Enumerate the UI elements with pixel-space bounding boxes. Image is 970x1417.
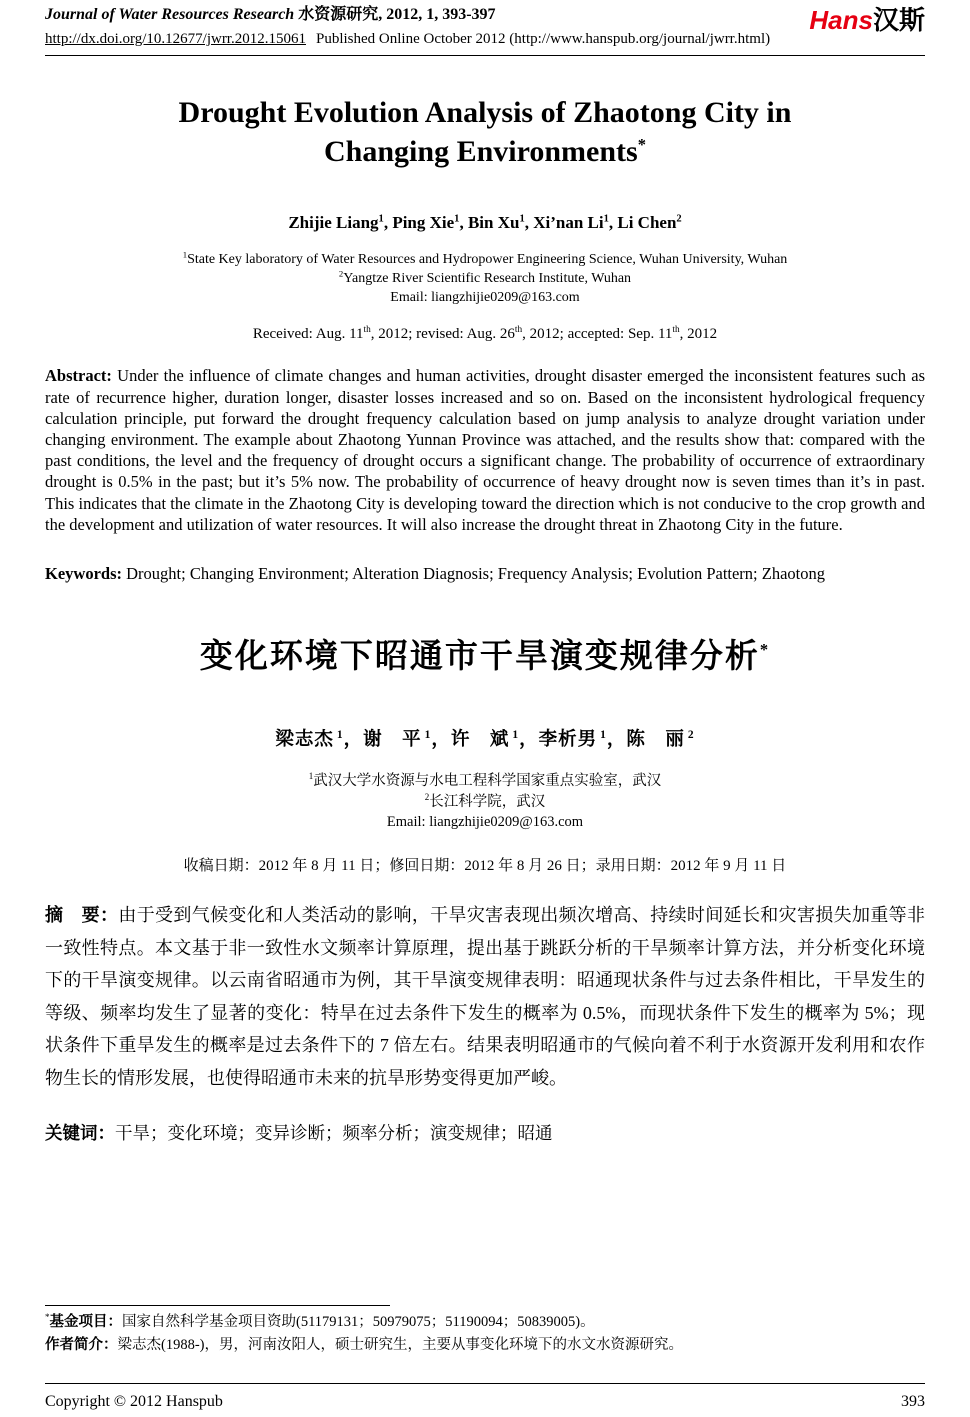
author-affiliation-superscript: 1 (454, 213, 460, 225)
abstract-text-chinese: 由于受到气候变化和人类活动的影响，干旱灾害表现出频次增高、持续时间延长和灾害损失加重等非一致性特点。本文基于非一致性水文频率计算原理，提出基于跳跃分析的干旱频率计算方法，并分析变化环境下的干旱演变规律。以云南省昭通市为例，其干旱演变规律表明：昭通现状条件与过去条件相比，干旱发生的等级、频率均发生了显著的变化：特旱在过去条件下发生的概率为 0.5%，而现状条件下发生的概率为 5%；现状条件下重旱发生的概率是过去条件下的 7 倍左右。结果表明昭通市的气候向着不利于水资源开发利用和农作物生长的情形发展，也使得昭通市未来的抗旱形势变得更加严峻。 (45, 905, 926, 1088)
author-name: Ping Xie (392, 212, 455, 232)
hans-publisher-logo (809, 5, 925, 34)
hans-logo-latin: Hans (809, 5, 873, 35)
author-affiliation-superscript: 1 (378, 213, 384, 225)
footnote-asterisk: * (45, 1311, 50, 1322)
keywords-chinese (45, 1120, 925, 1145)
email-line (45, 289, 925, 308)
author-name: 陈 丽 (626, 730, 685, 751)
author-name: 许 斌 (450, 730, 510, 751)
received-dates-english (45, 326, 925, 343)
abstract-label: Abstract: (45, 366, 112, 386)
journal-title-english: Journal of Water Resources Research (45, 6, 295, 23)
affiliation-1-chinese (45, 771, 925, 791)
title-footnote-marker: * (637, 134, 646, 154)
page-number: 393 (901, 1393, 925, 1410)
page-footer (45, 1383, 925, 1411)
fund-label: 基金项目： (49, 1313, 122, 1330)
affiliations-chinese (45, 771, 925, 832)
affiliation-superscript: 2 (338, 268, 344, 279)
affiliation-2-chinese (45, 792, 925, 812)
author-separator: , (608, 212, 618, 232)
keywords-text-chinese: 干旱；变化环境；变异诊断；频率分析；演变规律；昭通 (115, 1123, 553, 1144)
bio-label: 作者简介： (45, 1336, 118, 1353)
hans-logo-chinese: 汉斯 (872, 5, 925, 35)
article-title-english (45, 93, 925, 171)
received-segment: , 2012; revised: Aug. 26 (370, 326, 515, 343)
ordinal-superscript: th (514, 325, 523, 336)
header-divider-line (45, 55, 925, 56)
copyright-text: Copyright © 2012 Hanspub (45, 1393, 223, 1410)
ordinal-superscript: th (672, 325, 680, 336)
author-affiliation-superscript: 1 (603, 213, 609, 225)
author-affiliation-superscript: 1 (424, 729, 432, 742)
affiliation-text: State Key laboratory of Water Resources and Hydropower Engineering Science, Wuhan University, Wuhan (187, 251, 788, 267)
footnote-block (45, 1305, 925, 1357)
email-line-chinese (45, 812, 925, 832)
keywords-label: Keywords: (45, 564, 122, 584)
authors-english (45, 213, 925, 233)
author-name: 谢 平 (363, 730, 422, 751)
journal-info (45, 5, 770, 48)
author-affiliation-superscript: 1 (600, 729, 607, 742)
title-line-2: Changing Environments (324, 134, 638, 168)
author-name: Li Chen (617, 212, 677, 232)
author-name: Xi’nan Li (533, 212, 604, 232)
abstract-text: Under the influence of climate changes and human activities, drought disaster emerged the inconsistent features such as rate of recurrence higher, duration longer, disaster losses increased and so on. Based on the inconsistent hydrological frequency calculation principle, put forward the drought frequency calculation based on jump analysis to analyze drought variation under changing environment. The example about Zhaotong Yunnan Province was attached, and the results show that: compared with the past conditions, the level and the frequency of drought occurs a significant change. The probability of occurrence of extraordinary drought is 0.5% in the past; but it’s 5% now. The probability of occurrence of heavy drought now is seven times than it’s in past. This indicates that the climate in the Zhaotong City is developing toward the direction which is not conducive to the crop growth and the development and utilization of water resources. It will also increase the drought threat in Zhaotong City in the future. (45, 366, 926, 534)
abstract-english (45, 365, 925, 535)
received-segment: Received: Aug. 11 (252, 326, 364, 343)
author-affiliation-superscript: 1 (519, 213, 525, 225)
keywords-english (45, 563, 925, 584)
page-header (0, 0, 970, 56)
author-name: 李析男 (538, 730, 598, 751)
doi-link[interactable]: http://dx.doi.org/10.12677/jwrr.2012.15061 (45, 30, 306, 47)
ordinal-superscript: th (363, 325, 371, 336)
email-text: Email: liangzhijie0209@163.com (386, 813, 584, 830)
footnote-fund-line (45, 1311, 925, 1334)
email-text: Email: liangzhijie0209@163.com (390, 289, 580, 305)
affiliation-superscript: 1 (182, 249, 188, 260)
doi-line (45, 31, 770, 48)
received-segment: , 2012 (679, 326, 718, 343)
bio-text: 梁志杰(1988-)，男，河南汝阳人，硕士研究生，主要从事变化环境下的水文水资源研究。 (117, 1336, 683, 1353)
author-separator: , (383, 212, 393, 232)
title-footnote-marker-chinese: * (759, 640, 771, 660)
author-separator: , (459, 212, 468, 232)
affiliation-superscript: 2 (424, 791, 430, 802)
author-affiliation-superscript: 2 (687, 729, 695, 742)
author-separator: ， (431, 730, 451, 751)
affiliations-english (45, 251, 925, 308)
abstract-label-chinese: 摘 要： (45, 905, 119, 926)
affiliation-superscript: 1 (308, 771, 314, 782)
author-affiliation-superscript: 1 (336, 729, 344, 742)
journal-title-line (45, 5, 770, 26)
affiliation-text: 武汉大学水资源与水电工程科学国家重点实验室，武汉 (313, 773, 662, 790)
affiliation-text: Yangtze River Scientific Research Institute, Wuhan (343, 270, 632, 286)
journal-title-chinese: 水资源研究, 2012, 1, 393-397 (298, 6, 496, 23)
footnote-divider-line (45, 1305, 390, 1306)
author-separator: ， (519, 730, 539, 751)
affiliation-text: 长江科学院，武汉 (429, 793, 546, 810)
title-line-1: Drought Evolution Analysis of Zhaotong City in (178, 95, 792, 129)
author-separator: ， (606, 730, 627, 751)
author-name: Bin Xu (467, 212, 520, 232)
received-segment: , 2012; accepted: Sep. 11 (522, 326, 673, 343)
author-separator: ， (343, 730, 364, 751)
keywords-text: Drought; Changing Environment; Alteration Diagnosis; Frequency Analysis; Evolution Pattern; Zhaotong (126, 564, 825, 584)
published-online-info: Published Online October 2012 (http://www.hanspub.org/journal/jwrr.html) (315, 30, 771, 47)
fund-text: 国家自然科学基金项目资助(51179131；50979075；51190094；50839005)。 (122, 1313, 595, 1330)
received-dates-chinese (45, 854, 925, 875)
author-name: 梁志杰 (275, 730, 334, 751)
title-text-chinese: 变化环境下昭通市干旱演变规律分析 (199, 639, 760, 676)
affiliation-2 (45, 270, 925, 289)
author-name: Zhijie Liang (288, 212, 379, 232)
article-body (0, 93, 970, 1145)
authors-chinese (45, 725, 925, 751)
keywords-label-chinese: 关键词： (45, 1123, 115, 1144)
author-affiliation-superscript: 2 (676, 213, 682, 225)
article-title-chinese (45, 630, 925, 677)
affiliation-1 (45, 251, 925, 270)
footnote-bio-line (45, 1334, 925, 1357)
author-separator: , (524, 212, 534, 232)
received-text-chinese: 收稿日期：2012 年 8 月 11 日；修回日期：2012 年 8 月 26 日；录用日期：2012 年 9 月 11 日 (183, 858, 787, 875)
header-top-row (45, 5, 925, 48)
author-affiliation-superscript: 1 (512, 729, 520, 742)
abstract-chinese (45, 899, 925, 1094)
